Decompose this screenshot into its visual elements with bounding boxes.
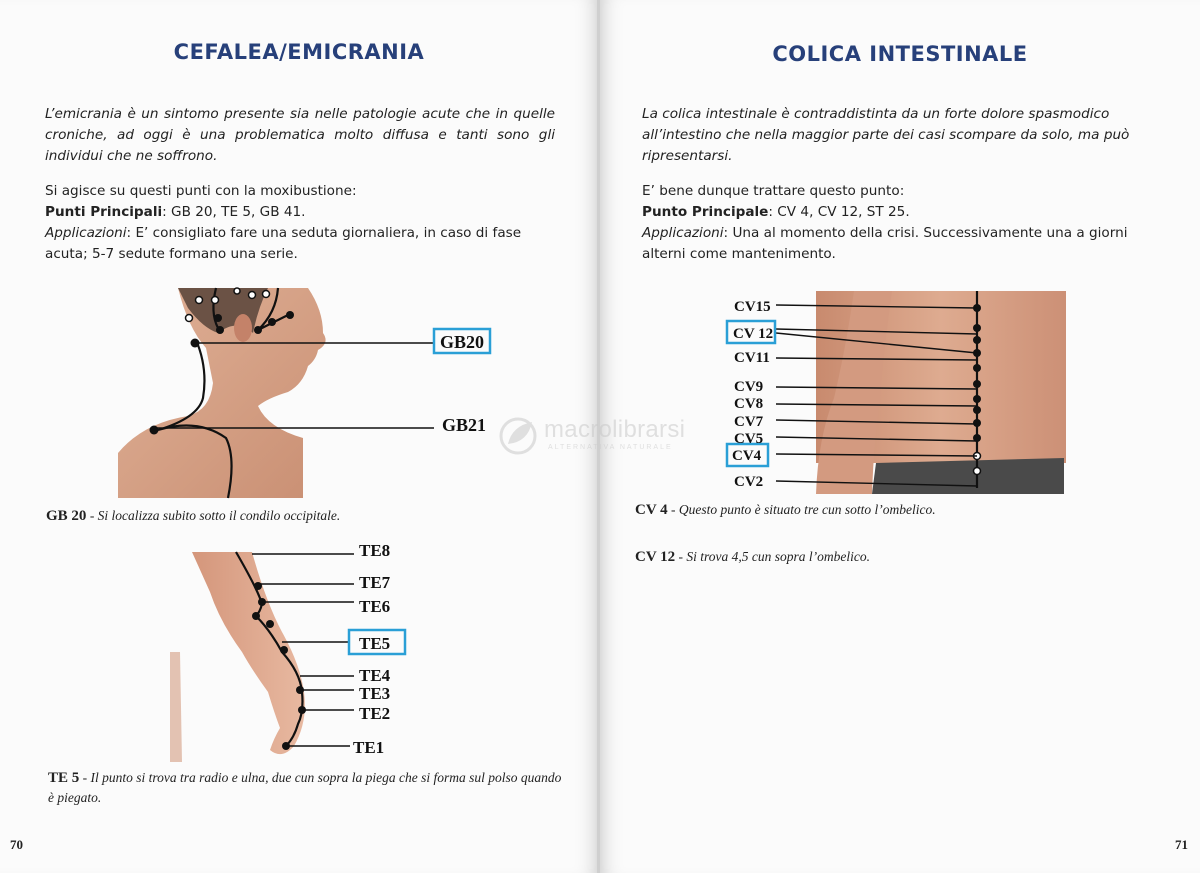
label-te6: TE6 bbox=[359, 597, 391, 616]
caption-text: - Si trova 4,5 cun sopra l’ombelico. bbox=[675, 549, 871, 564]
label-te8: TE8 bbox=[359, 541, 391, 560]
watermark-tagline: ALTERNATIVA NATURALE bbox=[548, 444, 673, 451]
label-cv8: CV8 bbox=[734, 396, 764, 412]
label-te4: TE4 bbox=[359, 666, 391, 685]
leaf-logo-icon bbox=[498, 414, 542, 458]
label-te3: TE3 bbox=[359, 684, 391, 703]
te5-point bbox=[266, 620, 274, 628]
points-line bbox=[642, 202, 1152, 223]
points-label: Punti Principali bbox=[45, 204, 163, 220]
left-body-text bbox=[45, 104, 555, 265]
label-gb21: GB21 bbox=[442, 415, 487, 435]
label-cv9: CV9 bbox=[734, 379, 764, 395]
caption-gb20 bbox=[46, 506, 340, 526]
torso-edge bbox=[170, 652, 182, 762]
watermark bbox=[498, 414, 718, 458]
points-value: : CV 4, CV 12, ST 25. bbox=[768, 204, 910, 220]
applications-label: Applicazioni bbox=[45, 225, 127, 241]
label-cv15: CV15 bbox=[734, 299, 771, 315]
pants bbox=[872, 458, 1064, 494]
caption-text: - Il punto si trova tra radio e ulna, due cun sopra la piega che si forma sul polso quando è piegato. bbox=[48, 770, 562, 805]
applications-line bbox=[642, 223, 1152, 265]
ear bbox=[234, 314, 252, 342]
intro-paragraph: L’emicrania è un sintomo presente sia nelle patologie acute che in quelle croniche, ad oggi è una problematica molto diffusa e tanti sono gli individui che ne soffrono. bbox=[45, 106, 555, 164]
label-cv5: CV5 bbox=[734, 431, 764, 447]
caption-code: CV 4 bbox=[635, 502, 668, 518]
label-cv2: CV2 bbox=[734, 474, 764, 490]
page-number: 70 bbox=[10, 837, 23, 852]
label-te1: TE1 bbox=[353, 738, 385, 757]
label-cv11: CV11 bbox=[734, 350, 770, 366]
caption-code: TE 5 bbox=[48, 770, 80, 786]
applications-label: Applicazioni bbox=[642, 225, 724, 241]
applications-line bbox=[45, 223, 555, 265]
caption-text: - Questo punto è situato tre cun sotto l’ombelico. bbox=[667, 502, 936, 517]
caption-code: CV 12 bbox=[635, 549, 676, 565]
caption-cv4 bbox=[635, 500, 936, 520]
intro-paragraph: La colica intestinale è contraddistinta da un forte dolore spasmodico all’intestino che nella maggior parte dei casi scompare da solo, ma può ripresentarsi. bbox=[642, 106, 1130, 164]
gb21-point bbox=[150, 426, 159, 435]
label-gb20: GB20 bbox=[440, 332, 485, 352]
page-number: 71 bbox=[1175, 837, 1188, 852]
applications-value: : Una al momento della crisi. Successivamente una a giorni alterni come mantenimento. bbox=[642, 225, 1128, 262]
page-title: COLICA INTESTINALE bbox=[772, 42, 1028, 66]
head-neck-figure bbox=[118, 288, 518, 498]
method-line: Si agisce su questi punti con la moxibustione: bbox=[45, 183, 357, 199]
caption-code: GB 20 bbox=[46, 508, 87, 524]
label-te5: TE5 bbox=[359, 634, 391, 653]
label-cv4: CV4 bbox=[732, 448, 762, 464]
label-te2: TE2 bbox=[359, 704, 391, 723]
points-value: : GB 20, TE 5, GB 41. bbox=[162, 204, 306, 220]
caption-te5 bbox=[48, 768, 568, 807]
right-body-text bbox=[642, 104, 1152, 265]
label-te7: TE7 bbox=[359, 573, 391, 592]
label-cv12: CV 12 bbox=[733, 326, 774, 342]
forearm-hand bbox=[192, 552, 305, 754]
page-title: CEFALEA/EMICRANIA bbox=[173, 40, 425, 64]
instruction-line: E’ bene dunque trattare questo punto: bbox=[642, 183, 905, 199]
applications-value: : E’ consigliato fare una seduta giornaliera, in caso di fase acuta; 5-7 sedute formano una serie. bbox=[45, 225, 522, 262]
points-label: Punto Principale bbox=[642, 204, 769, 220]
watermark-name: macrolibrarsi bbox=[544, 416, 686, 443]
caption-cv12 bbox=[635, 547, 870, 567]
arm-figure bbox=[170, 541, 430, 762]
label-cv7: CV7 bbox=[734, 414, 764, 430]
points-line bbox=[45, 202, 555, 223]
caption-text: - Si localizza subito sotto il condilo occipitale. bbox=[86, 508, 341, 523]
torso-figure bbox=[724, 288, 1070, 498]
